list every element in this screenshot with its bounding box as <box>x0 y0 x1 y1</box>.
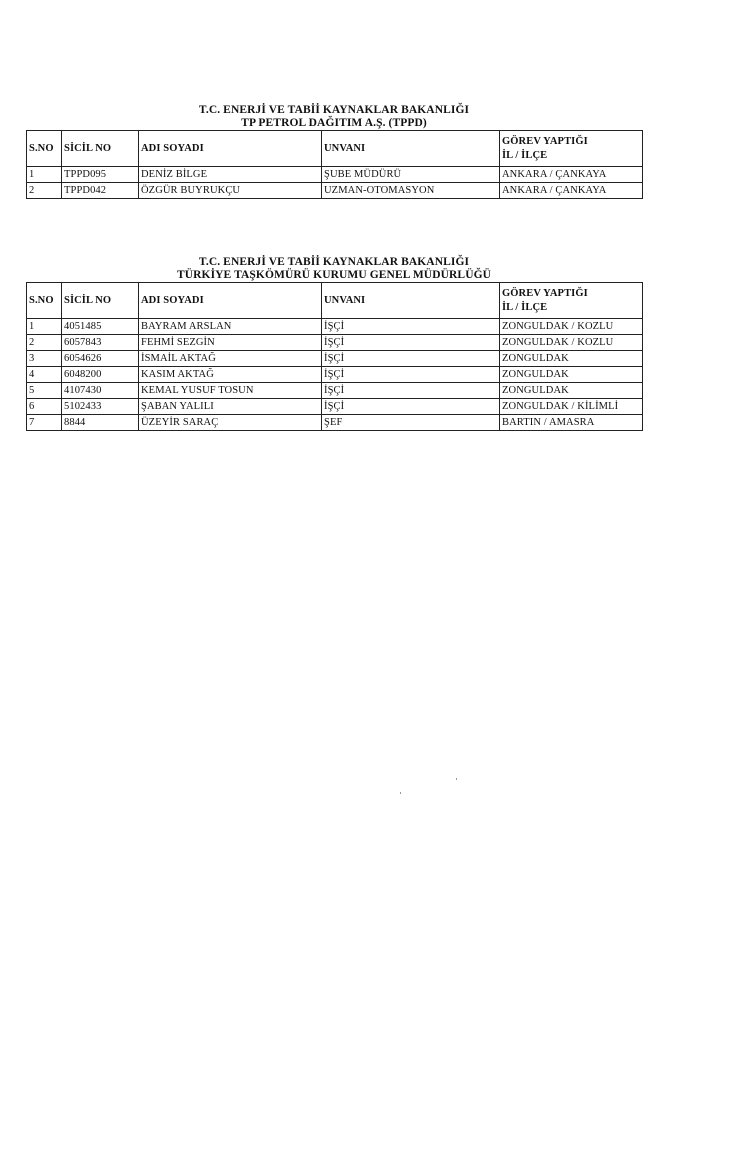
cell-adi: BAYRAM ARSLAN <box>139 319 322 335</box>
cell-adi: FEHMİ SEZGİN <box>139 335 322 351</box>
header-sno: S.NO <box>27 131 62 167</box>
cell-sicil: 6048200 <box>62 367 139 383</box>
section-title-line2: TÜRKİYE TAŞKÖMÜRÜ KURUMU GENEL MÜDÜRLÜĞÜ <box>176 269 492 281</box>
cell-sicil: TPPD095 <box>62 167 139 183</box>
cell-sno: 1 <box>27 167 62 183</box>
cell-sno: 4 <box>27 367 62 383</box>
table-header-row <box>27 283 643 319</box>
table-row <box>27 183 643 199</box>
cell-il: ZONGULDAK <box>500 351 643 367</box>
cell-il: ZONGULDAK / KİLİMLİ <box>500 399 643 415</box>
header-gorev-line2: İL / İLÇE <box>502 150 548 161</box>
header-gorev-line1: GÖREV YAPTIĞI <box>502 136 588 147</box>
header-gorev-line2: İL / İLÇE <box>502 302 548 313</box>
section-tppd <box>26 104 642 199</box>
table-row <box>27 367 643 383</box>
table-row <box>27 319 643 335</box>
header-unvan: UNVANI <box>322 283 500 319</box>
cell-il: ANKARA / ÇANKAYA <box>500 167 643 183</box>
cell-unvan: İŞÇİ <box>322 335 500 351</box>
cell-sno: 7 <box>27 415 62 431</box>
section-title-line1: T.C. ENERJİ VE TABİİ KAYNAKLAR BAKANLIĞI <box>198 256 470 268</box>
cell-sno: 3 <box>27 351 62 367</box>
table-header-row <box>27 131 643 167</box>
cell-unvan: ŞUBE MÜDÜRÜ <box>322 167 500 183</box>
cell-il: ZONGULDAK / KOZLU <box>500 335 643 351</box>
header-sicil: SİCİL NO <box>62 131 139 167</box>
cell-unvan: İŞÇİ <box>322 319 500 335</box>
cell-adi: ÜZEYİR SARAÇ <box>139 415 322 431</box>
cell-sno: 2 <box>27 335 62 351</box>
cell-adi: KEMAL YUSUF TOSUN <box>139 383 322 399</box>
table-row <box>27 167 643 183</box>
cell-sno: 1 <box>27 319 62 335</box>
cell-sicil: 6054626 <box>62 351 139 367</box>
cell-il: ZONGULDAK <box>500 367 643 383</box>
cell-sno: 6 <box>27 399 62 415</box>
header-sicil: SİCİL NO <box>62 283 139 319</box>
cell-il: BARTIN / AMASRA <box>500 415 643 431</box>
cell-unvan: İŞÇİ <box>322 383 500 399</box>
header-sno: S.NO <box>27 283 62 319</box>
section-title-line2: TP PETROL DAĞITIM A.Ş. (TPPD) <box>241 117 427 129</box>
table-row <box>27 351 643 367</box>
cell-sicil: 8844 <box>62 415 139 431</box>
table-row <box>27 383 643 399</box>
cell-sicil: 4107430 <box>62 383 139 399</box>
personnel-table <box>26 130 643 199</box>
cell-adi: ÖZGÜR BUYRUKÇU <box>139 183 322 199</box>
table-row <box>27 415 643 431</box>
cell-sno: 2 <box>27 183 62 199</box>
table-row <box>27 399 643 415</box>
cell-il: ZONGULDAK <box>500 383 643 399</box>
scan-speck <box>400 792 401 794</box>
cell-sicil: TPPD042 <box>62 183 139 199</box>
cell-sicil: 6057843 <box>62 335 139 351</box>
header-adi: ADI SOYADI <box>139 283 322 319</box>
header-gorev <box>500 131 643 167</box>
cell-unvan: İŞÇİ <box>322 351 500 367</box>
header-unvan: UNVANI <box>322 131 500 167</box>
cell-sicil: 4051485 <box>62 319 139 335</box>
cell-unvan: İŞÇİ <box>322 367 500 383</box>
header-adi: ADI SOYADI <box>139 131 322 167</box>
cell-unvan: İŞÇİ <box>322 399 500 415</box>
cell-adi: DENİZ BİLGE <box>139 167 322 183</box>
cell-adi: ŞABAN YALILI <box>139 399 322 415</box>
section-title-line1: T.C. ENERJİ VE TABİİ KAYNAKLAR BAKANLIĞI <box>198 104 470 116</box>
cell-il: ANKARA / ÇANKAYA <box>500 183 643 199</box>
cell-il: ZONGULDAK / KOZLU <box>500 319 643 335</box>
header-gorev <box>500 283 643 319</box>
scan-speck <box>456 778 457 780</box>
cell-adi: İSMAİL AKTAĞ <box>139 351 322 367</box>
cell-adi: KASIM AKTAĞ <box>139 367 322 383</box>
header-gorev-line1: GÖREV YAPTIĞI <box>502 288 588 299</box>
cell-sno: 5 <box>27 383 62 399</box>
cell-sicil: 5102433 <box>62 399 139 415</box>
personnel-table <box>26 282 643 431</box>
section-ttk <box>26 256 642 431</box>
cell-unvan: ŞEF <box>322 415 500 431</box>
cell-unvan: UZMAN-OTOMASYON <box>322 183 500 199</box>
table-row <box>27 335 643 351</box>
